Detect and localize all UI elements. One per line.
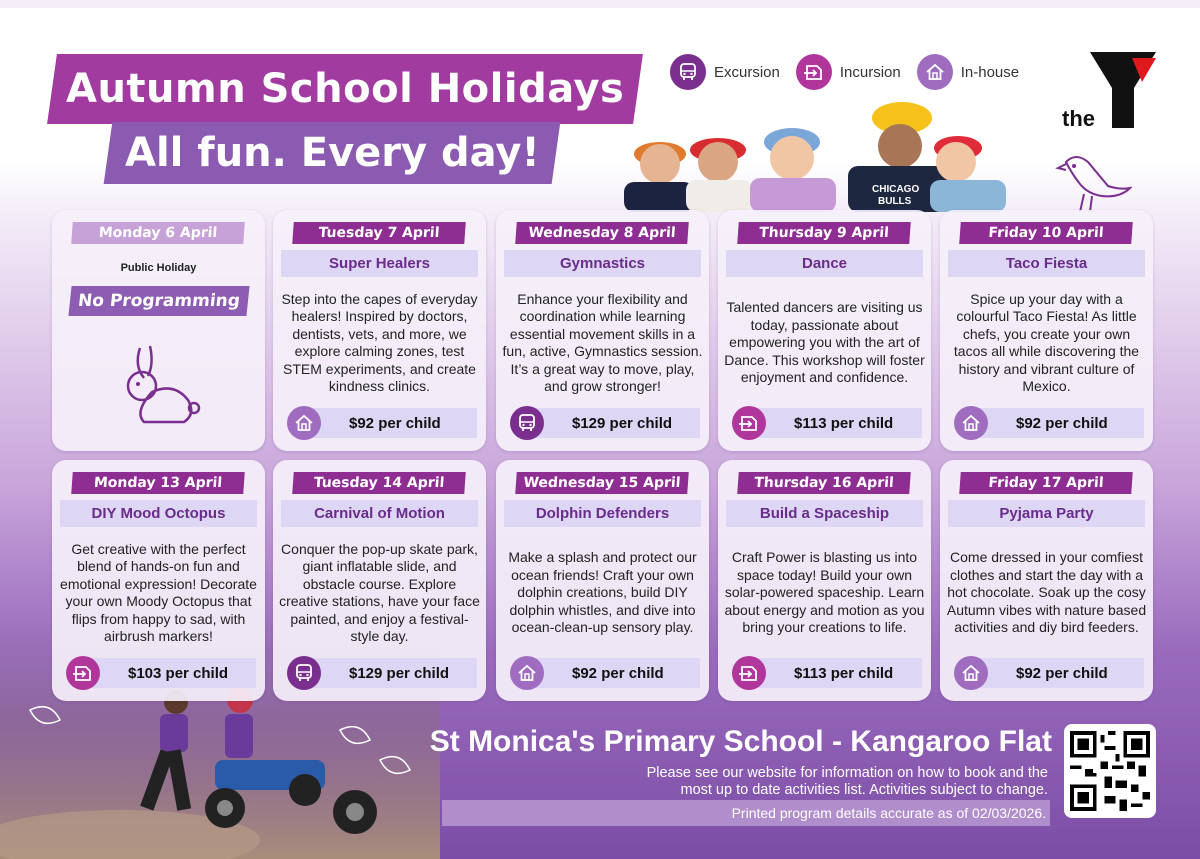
bus-icon	[287, 656, 321, 690]
day-tag: Friday 17 April	[959, 472, 1133, 494]
legend-label: Incursion	[839, 63, 901, 81]
activity-description	[279, 530, 480, 656]
activity-description-text: Conquer the pop-up skate park, giant inflatable slide, and obstacle course. Explore creative stations, have your face painted, and enjoy a festival-style day.	[279, 540, 480, 644]
day-tag: Thursday 9 April	[737, 222, 911, 244]
title-banner	[47, 54, 643, 124]
activity-description-text: Come dressed in your comfiest clothes and start the day with a hot chocolate. Soak up the cosy Autumn vibes with nature based activities and diy bird feeders.	[946, 549, 1147, 636]
qr-code[interactable]	[1064, 724, 1156, 818]
activity-description	[58, 530, 259, 656]
activity-title: Dolphin Defenders	[504, 500, 701, 527]
activity-title: Build a Spaceship	[726, 500, 923, 527]
price	[756, 658, 922, 688]
activity-description-text: Enhance your flexibility and coordination while learning essential movement skills in a fun, active, Gymnastics session. It’s a great way to move, play, and grow stronger!	[502, 290, 703, 394]
card-activity	[52, 460, 265, 701]
booking-info	[560, 765, 1048, 799]
no-programming-label: No Programming	[76, 291, 242, 311]
activity-title: DIY Mood Octopus	[60, 500, 257, 527]
day-tag: Thursday 16 April	[737, 472, 911, 494]
house-icon	[287, 406, 321, 440]
legend-inhouse	[917, 54, 1019, 90]
activity-description-text: Get creative with the perfect blend of hands-on fun and emotional expression! Decorate your own Moody Octopus that flips from happy to sad, with airbrush markers!	[60, 540, 257, 644]
bunny-icon	[116, 338, 202, 426]
card-activity	[496, 210, 709, 451]
no-programming-badge	[68, 286, 249, 316]
price-text: $92 per child	[349, 414, 441, 432]
price-text: $103 per child	[128, 664, 229, 682]
price-text: $113 per child	[794, 664, 894, 682]
house-icon	[954, 406, 988, 440]
bird-icon	[1054, 152, 1132, 218]
house-icon	[954, 656, 988, 690]
legend-excursion	[670, 54, 780, 90]
legend-incursion	[796, 54, 901, 90]
price-text: $129 per child	[349, 664, 450, 682]
card-activity	[940, 460, 1153, 701]
day-tag: Tuesday 14 April	[292, 472, 466, 494]
svg-text:BULLS: BULLS	[878, 196, 912, 207]
bus-icon	[670, 54, 706, 90]
activity-description	[502, 530, 703, 656]
house-icon	[510, 656, 544, 690]
card-activity	[273, 210, 486, 451]
arrow-into-box-icon	[732, 656, 766, 690]
price	[978, 658, 1144, 688]
price-text: $92 per child	[1016, 414, 1108, 432]
day-tag: Wednesday 8 April	[515, 222, 689, 244]
legend-label: In-house	[960, 63, 1020, 81]
printed-date-text: Printed program details accurate as of 02/03/2026.	[731, 805, 1046, 821]
printed-date-note	[442, 800, 1050, 826]
arrow-into-box-icon	[796, 54, 832, 90]
price-text: $92 per child	[1016, 664, 1108, 682]
arrow-into-box-icon	[66, 656, 100, 690]
day-tag: Tuesday 7 April	[292, 222, 466, 244]
activity-title: Gymnastics	[504, 250, 701, 277]
svg-text:CHICAGO: CHICAGO	[872, 184, 920, 195]
price-text: $113 per child	[794, 414, 894, 432]
day-tag: Monday 13 April	[71, 472, 245, 494]
card-activity	[718, 210, 931, 451]
legend-label: Excursion	[714, 63, 780, 81]
day-tag: Friday 10 April	[959, 222, 1133, 244]
activity-description	[279, 280, 480, 406]
activity-title: Super Healers	[281, 250, 478, 277]
page-subtitle: All fun. Every day!	[124, 130, 540, 176]
price	[311, 658, 477, 688]
booking-info-line: Please see our website for information on how to book and the	[646, 765, 1048, 781]
card-holiday	[52, 210, 265, 451]
price-text: $92 per child	[572, 664, 664, 682]
activity-description-text: Craft Power is blasting us into space today! Build your own solar-powered spaceship. Learn about energy and motion as you bring your creations to life.	[724, 549, 925, 636]
price	[756, 408, 922, 438]
day-tag: Monday 6 April	[71, 222, 245, 244]
card-activity	[718, 460, 931, 701]
activity-description-text: Make a splash and protect our ocean friends! Craft your own dolphin creations, build DIY dolphin whistles, and dive into ocean-clean-up sensory play.	[508, 549, 697, 636]
qr-code-image	[1070, 730, 1150, 812]
arrow-into-box-icon	[732, 406, 766, 440]
price	[90, 658, 256, 688]
activity-description-text: Spice up your day with a colourful Taco Fiesta! As little chefs, you create your own tacos all while discovering the history and vibrant culture of Mexico.	[953, 290, 1140, 394]
activity-title: Taco Fiesta	[948, 250, 1145, 277]
subtitle-banner	[104, 122, 561, 184]
page-title: Autumn School Holidays	[65, 66, 625, 112]
school-name: St Monica's Primary School - Kangaroo Flat	[429, 725, 1052, 758]
activity-description-text: Talented dancers are visiting us today, passionate about empowering you with the art of Dance. This workshop will foster enjoyment and confidence.	[724, 299, 925, 386]
booking-info-line: most up to date activities list. Activities subject to change.	[680, 782, 1048, 798]
bus-icon	[510, 406, 544, 440]
logo-text: the	[1062, 106, 1095, 131]
card-activity	[273, 460, 486, 701]
house-icon	[917, 54, 953, 90]
price	[534, 658, 700, 688]
legend	[670, 54, 1019, 90]
price	[311, 408, 477, 438]
activity-title: Pyjama Party	[948, 500, 1145, 527]
activity-title: Dance	[726, 250, 923, 277]
day-tag: Wednesday 15 April	[515, 472, 689, 494]
activity-description-text: Step into the capes of everyday healers! Inspired by doctors, dentists, vets, and more, we explore calming zones, test STEM experiments, and create kindness clinics.	[281, 290, 478, 394]
price	[978, 408, 1144, 438]
holiday-subtitle: Public Holiday	[120, 262, 197, 274]
activity-description	[946, 530, 1147, 656]
card-activity	[940, 210, 1153, 451]
activity-description	[502, 280, 703, 406]
price	[534, 408, 700, 438]
activity-title: Carnival of Motion	[281, 500, 478, 527]
activity-description	[724, 530, 925, 656]
activity-description	[724, 280, 925, 406]
activity-description	[946, 280, 1147, 406]
kids-group-photo	[596, 100, 1016, 212]
price-text: $129 per child	[572, 414, 673, 432]
card-activity	[496, 460, 709, 701]
